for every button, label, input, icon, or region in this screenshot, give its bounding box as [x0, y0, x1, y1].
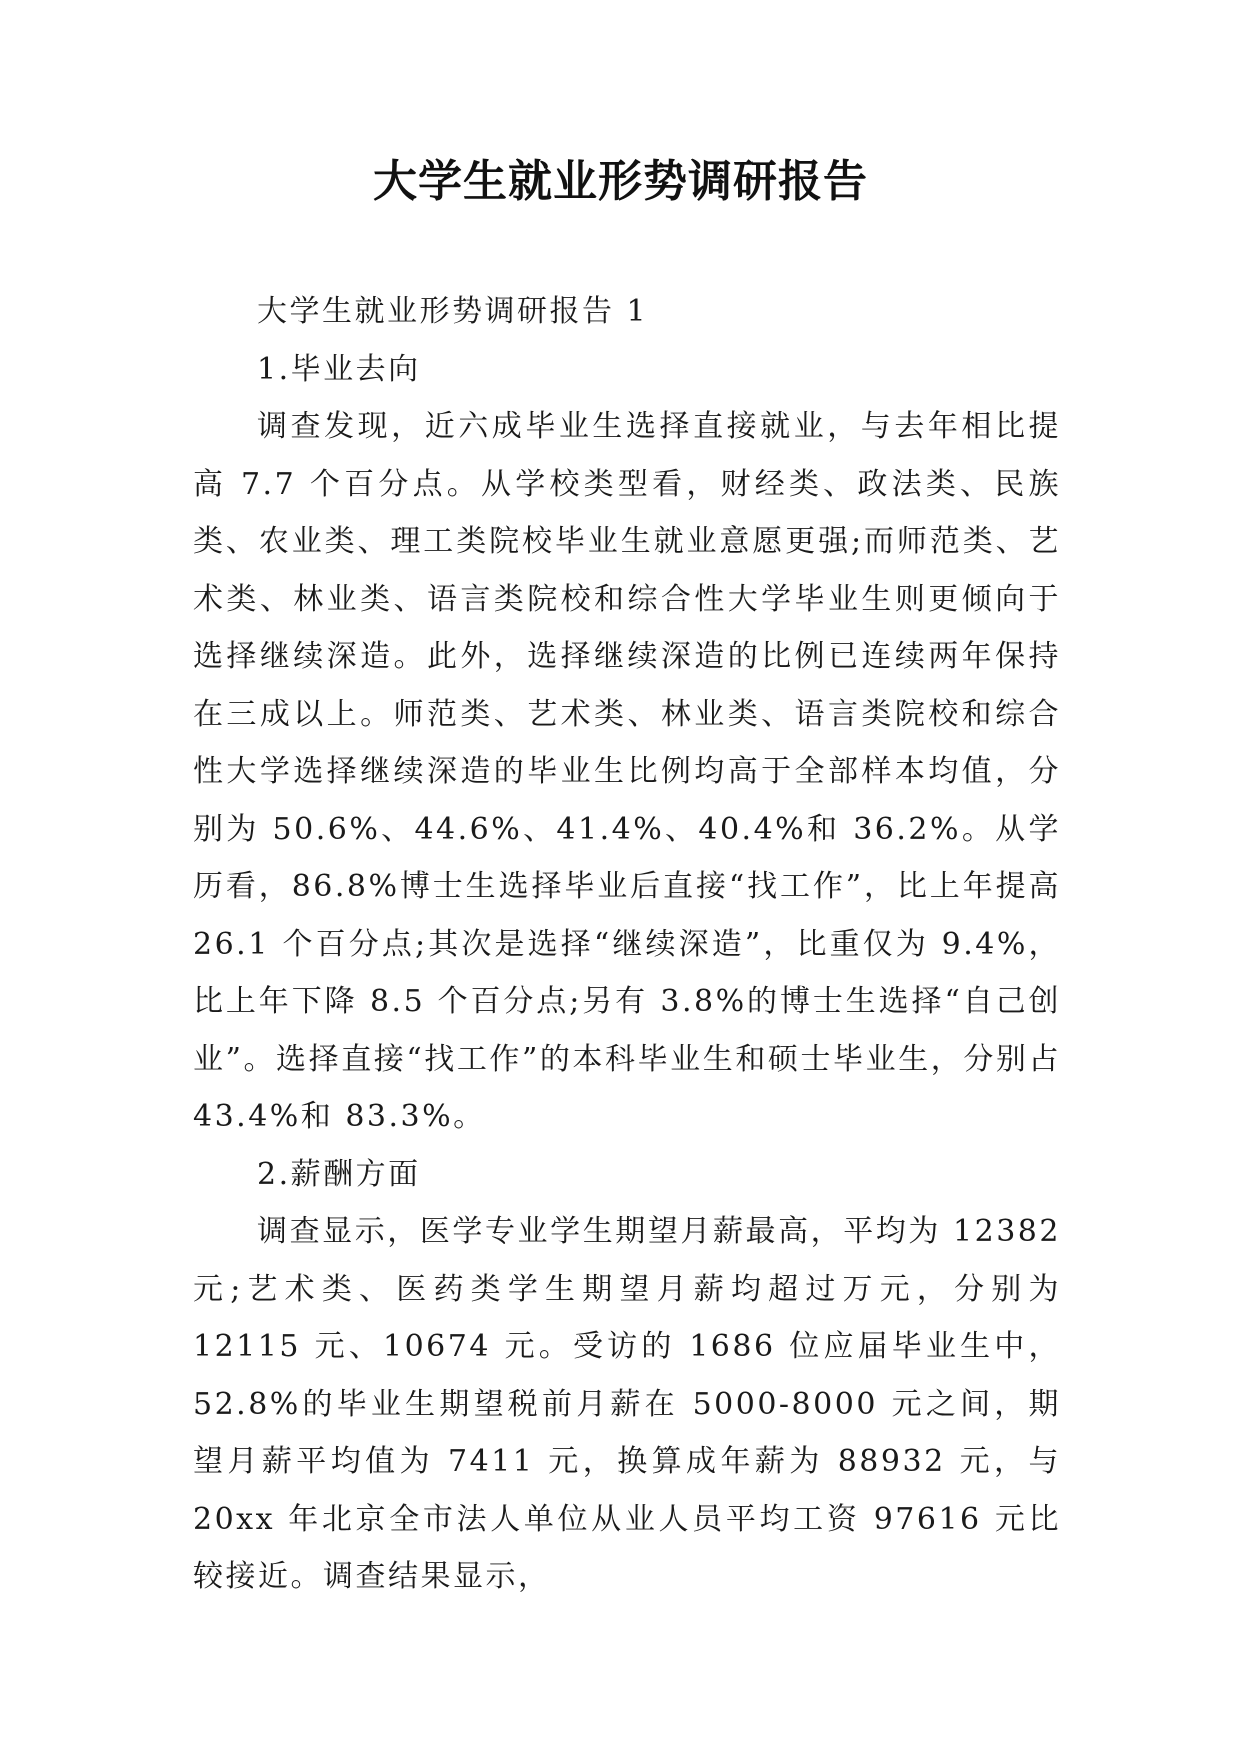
document-title: 大学生就业形势调研报告 [373, 156, 868, 207]
paragraph-graduation-destination: 调查发现，近六成毕业生选择直接就业，与去年相比提高 7.7 个百分点。从学校类型看，财经类、政法类、民族类、农业类、理工类院校毕业生就业意愿更强;而师范类、艺术类、林业类、语言类院校和综合性大学毕业生则更倾向于选择继续深造。此外，选择继续深造的比例已连续两年保持在三成以上。师范类、艺术类、林业类、语言类院校和综合性大学选择继续深造的毕业生比例均高于全部样本均值，分别为 50.6%、44.6%、41.4%、40.4%和 36.2%。从学历看，86.8%博士生选择毕业后直接“找工作”，比上年提高 26.1 个百分点;其次是选择“继续深造”，比重仅为 9.4%，比上年下降 8.5 个百分点;另有 3.8%的博士生选择“自己创业”。选择直接“找工作”的本科毕业生和硕士毕业生，分别占 43.4%和 83.3%。 [193, 409, 1061, 1134]
document-body [193, 283, 1061, 1606]
paragraph-salary: 调查显示，医学专业学生期望月薪最高，平均为 12382 元;艺术类、医药类学生期望月薪均超过万元，分别为 12115 元、10674 元。受访的 1686 位应届毕业生中，52.8%的毕业生期望税前月薪在 5000-8000 元之间，期望月薪平均值为 7411 元，换算成年薪为 88932 元，与 20xx 年北京全市法人单位从业人员平均工资 97616 元比较接近。调查结果显示， [193, 1214, 1061, 1594]
section-heading-report-1: 大学生就业形势调研报告 1 [257, 294, 649, 329]
section-heading-graduation-destination: 1.毕业去向 [257, 351, 421, 387]
section-heading-salary: 2.薪酬方面 [257, 1156, 421, 1192]
